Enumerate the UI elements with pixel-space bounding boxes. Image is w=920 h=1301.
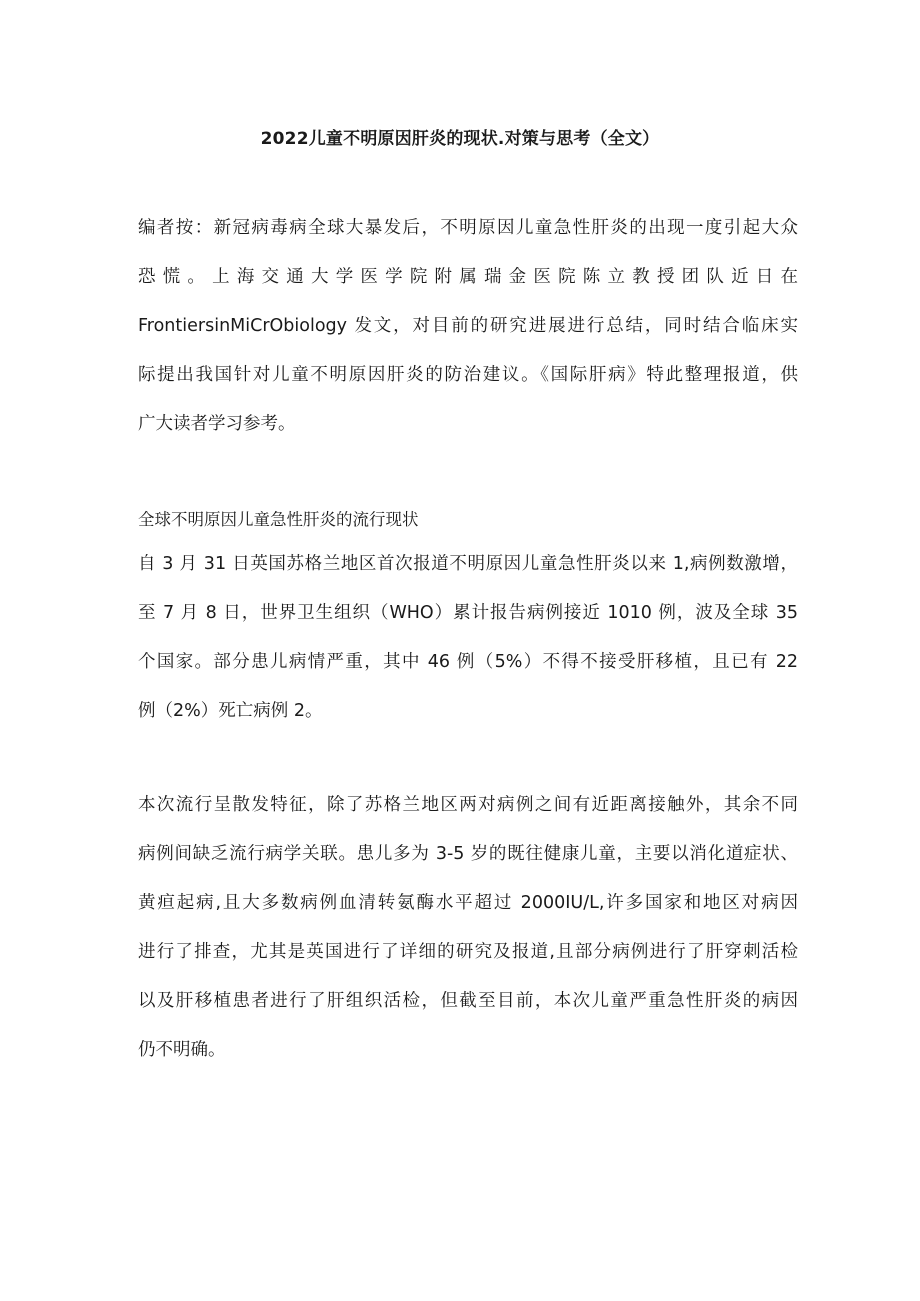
editor-note-line: 广大读者学习参考。	[138, 414, 296, 434]
document-title: 2022儿童不明原因肝炎的现状.对策与思考（全文）	[260, 129, 660, 149]
editor-note-line: 编者按：新冠病毒病全球大暴发后，不明原因儿童急性肝炎的出现一度引起大众	[138, 218, 798, 238]
paragraph-line: 例（2%）死亡病例 2。	[138, 701, 323, 721]
editor-note-paragraph	[138, 204, 798, 449]
paragraph-line: 至 7 月 8 日，世界卫生组织（WHO）累计报告病例接近 1010 例，波及全球 35	[138, 603, 798, 623]
editor-note-line: 际提出我国针对儿童不明原因肝炎的防治建议。《国际肝病》特此整理报道，供	[138, 365, 798, 385]
paragraph-line: 本次流行呈散发特征，除了苏格兰地区两对病例之间有近距离接触外，其余不同	[138, 795, 798, 815]
paragraph-line: 自 3 月 31 日英国苏格兰地区首次报道不明原因儿童急性肝炎以来 1,病例数激增，	[138, 554, 798, 574]
paragraph-line: 病例间缺乏流行病学关联。患儿多为 3-5 岁的既往健康儿童，主要以消化道症状、	[138, 844, 798, 864]
paragraph-line: 进行了排查，尤其是英国进行了详细的研究及报道,且部分病例进行了肝穿刺活检	[138, 942, 798, 962]
section-heading: 全球不明原因儿童急性肝炎的流行现状	[138, 510, 419, 529]
paragraph-line: 个国家。部分患儿病情严重，其中 46 例（5%）不得不接受肝移植，且已有 22	[138, 652, 798, 672]
paragraph-line: 黄疸起病,且大多数病例血清转氨酶水平超过 2000IU/L,许多国家和地区对病因	[138, 893, 798, 913]
section-paragraph-2	[138, 781, 798, 1075]
paragraph-line: 以及肝移植患者进行了肝组织活检，但截至目前，本次儿童严重急性肝炎的病因	[138, 991, 798, 1011]
editor-note-line: FrontiersinMiCrObiology 发文，对目前的研究进展进行总结，同时结合临床实	[138, 316, 798, 336]
editor-note-line: 恐慌。上海交通大学医学院附属瑞金医院陈立教授团队近日在	[138, 267, 798, 287]
section-paragraph-1	[138, 540, 798, 736]
paragraph-line: 仍不明确。	[138, 1040, 226, 1060]
